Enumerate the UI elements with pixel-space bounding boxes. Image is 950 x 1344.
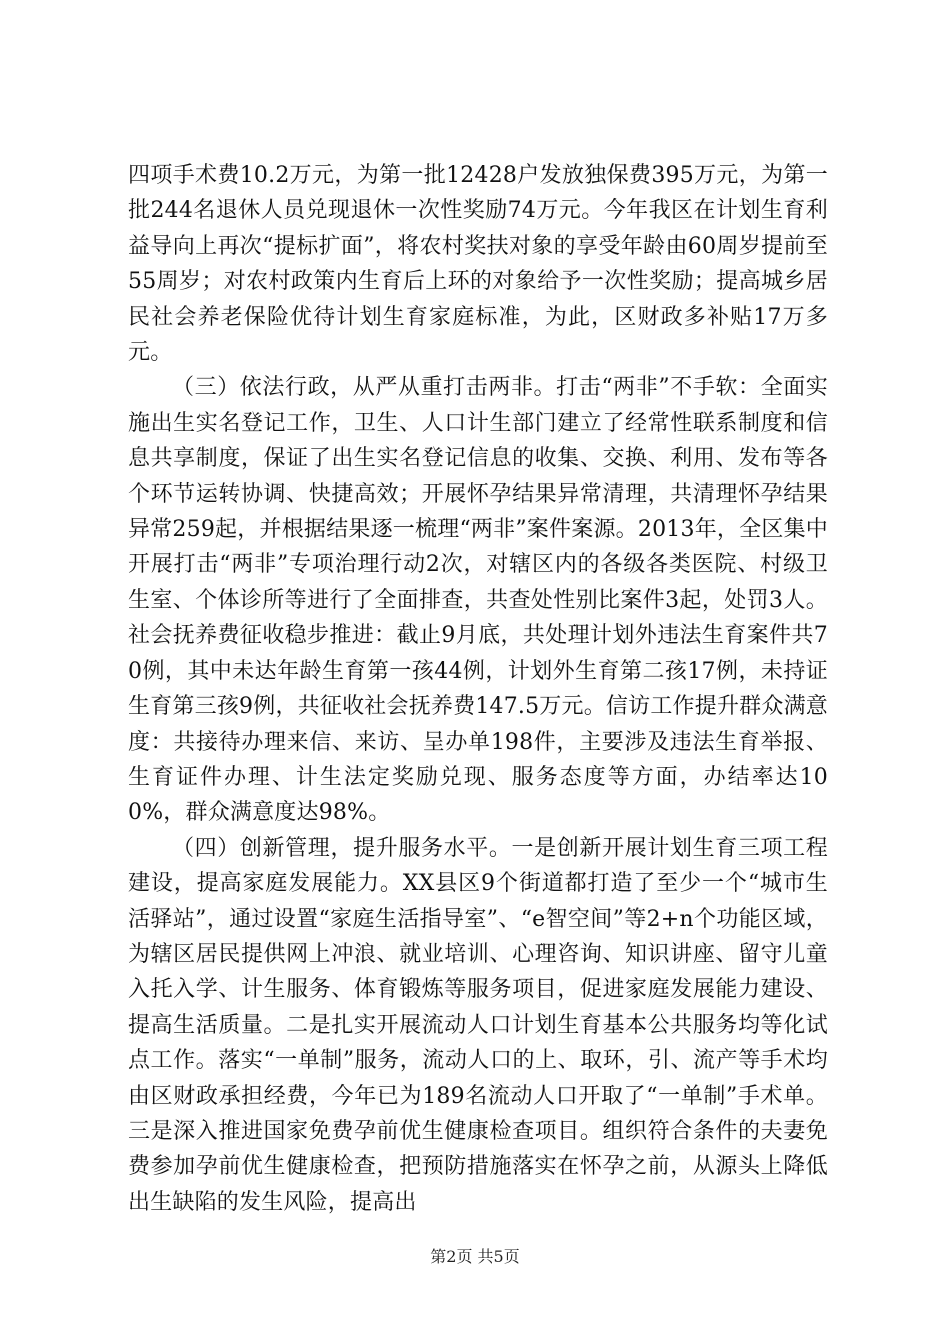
paragraph-section-four: （四）创新管理，提升服务水平。一是创新开展计划生育三项工程建设，提高家庭发展能力。XX县区9个街道都打造了至少一个“城市生活驿站”，通过设置“家庭生活指导室”、“e智空间”等2+n个功能区域，为辖区居民提供网上冲浪、就业培训、心理咨询、知识讲座、留守儿童入托入学、计生服务、体育锻炼等服务项目，促进家庭发展能力建设、提高生活质量。二是扎实开展流动人口计划生育基本公共服务均等化试点工作。落实“一单制”服务，流动人口的上、取环，引、流产等手术均由区财政承担经费，今年已为189名流动人口开取了“一单制”手术单。三是深入推进国家免费孕前优生健康检查项目。组织符合条件的夫妻免费参加孕前优生健康检查，把预防措施落实在怀孕之前，从源头上降低出生缺陷的发生风险，提高出	[128, 835, 828, 1215]
document-body	[128, 158, 828, 1220]
paragraph-section-three: （三）依法行政，从严从重打击两非。打击“两非”不手软：全面实施出生实名登记工作，卫生、人口计生部门建立了经常性联系制度和信息共享制度，保证了出生实名登记信息的收集、交换、利用、发布等各个环节运转协调、快捷高效；开展怀孕结果异常清理，共清理怀孕结果异常259起，并根据结果逐一梳理“两非”案件案源。2013年，全区集中开展打击“两非”专项治理行动2次，对辖区内的各级各类医院、村级卫生室、个体诊所等进行了全面排查，共查处性别比案件3起，处罚3人。社会抚养费征收稳步推进：截止9月底，共处理计划外违法生育案件共70例，其中未达年龄生育第一孩44例，计划外生育第二孩17例，未持证生育第三孩9例，共征收社会抚养费147.5万元。信访工作提升群众满意度：共接待办理来信、来访、呈办单198件，主要涉及违法生育举报、生育证件办理、计生法定奖励兑现、服务态度等方面，办结率达100%，群众满意度达98%。	[128, 375, 828, 826]
paragraph-continuation: 四项手术费10.2万元，为第一批12428户发放独保费395万元，为第一批244名退休人员兑现退休一次性奖励74万元。今年我区在计划生育利益导向上再次“提标扩面”，将农村奖扶对象的享受年龄由60周岁提前至55周岁；对农村政策内生育后上环的对象给予一次性奖励；提高城乡居民社会养老保险优待计划生育家庭标准，为此，区财政多补贴17万多元。	[128, 163, 828, 366]
page-footer: 第2页 共5页	[430, 1247, 520, 1266]
